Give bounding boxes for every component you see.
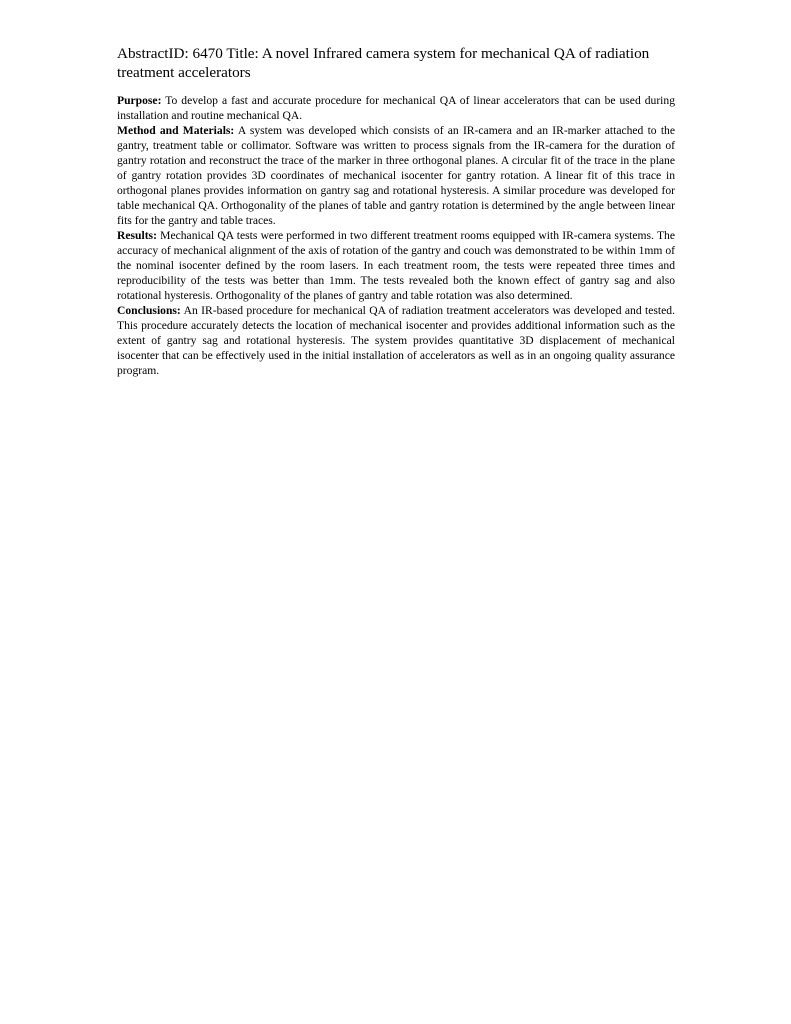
purpose-text: To develop a fast and accurate procedure for mechanical QA of linear accelerators that can be used during installation and routine mechanical QA. [117,94,675,122]
abstract-page [117,44,675,378]
methods-text: A system was developed which consists of an IR-camera and an IR-marker attached to the gantry, treatment table or collimator. Software was written to process signals from the IR-camera for the duration of gantry rotation and reconstruct the trace of the marker in three orthogonal planes. A circular fit of the trace in the plane of gantry rotation provides 3D coordinates of mechanical isocenter for gantry rotation. A linear fit of this trace in orthogonal planes provides information on gantry sag and rotational hysteresis. A similar procedure was developed for table mechanical QA. Orthogonality of the planes of table and gantry rotation is determined by the angle between linear fits for the gantry and table traces. [117,124,675,227]
abstract-title: AbstractID: 6470 Title: A novel Infrared camera system for mechanical QA of radiation treatment accelerators [117,45,650,81]
results-paragraph [117,228,675,303]
conclusions-text: An IR-based procedure for mechanical QA of radiation treatment accelerators was developed and tested. This procedure accurately detects the location of mechanical isocenter and provides additional information such as the extent of gantry sag and rotational hysteresis. The system provides quantitative 3D displacement of mechanical isocenter that can be effectively used in the initial installation of accelerators as well as in an ongoing quality assurance program. [117,304,675,377]
purpose-label: Purpose: [117,94,162,107]
results-text: Mechanical QA tests were performed in two different treatment rooms equipped with IR-camera systems. The accuracy of mechanical alignment of the axis of rotation of the gantry and couch was demonstrated to be within 1mm of the nominal isocenter defined by the room lasers. In each treatment room, the tests were repeated three times and reproducibility of the tests was better than 1mm. The tests revealed both the known effect of gantry sag and also rotational hysteresis. Orthogonality of the planes of gantry and table rotation was also determined. [117,229,675,302]
results-label: Results: [117,229,157,242]
conclusions-paragraph [117,303,675,378]
conclusions-label: Conclusions: [117,304,181,317]
methods-paragraph [117,123,675,228]
methods-label: Method and Materials: [117,124,235,137]
purpose-paragraph [117,93,675,123]
